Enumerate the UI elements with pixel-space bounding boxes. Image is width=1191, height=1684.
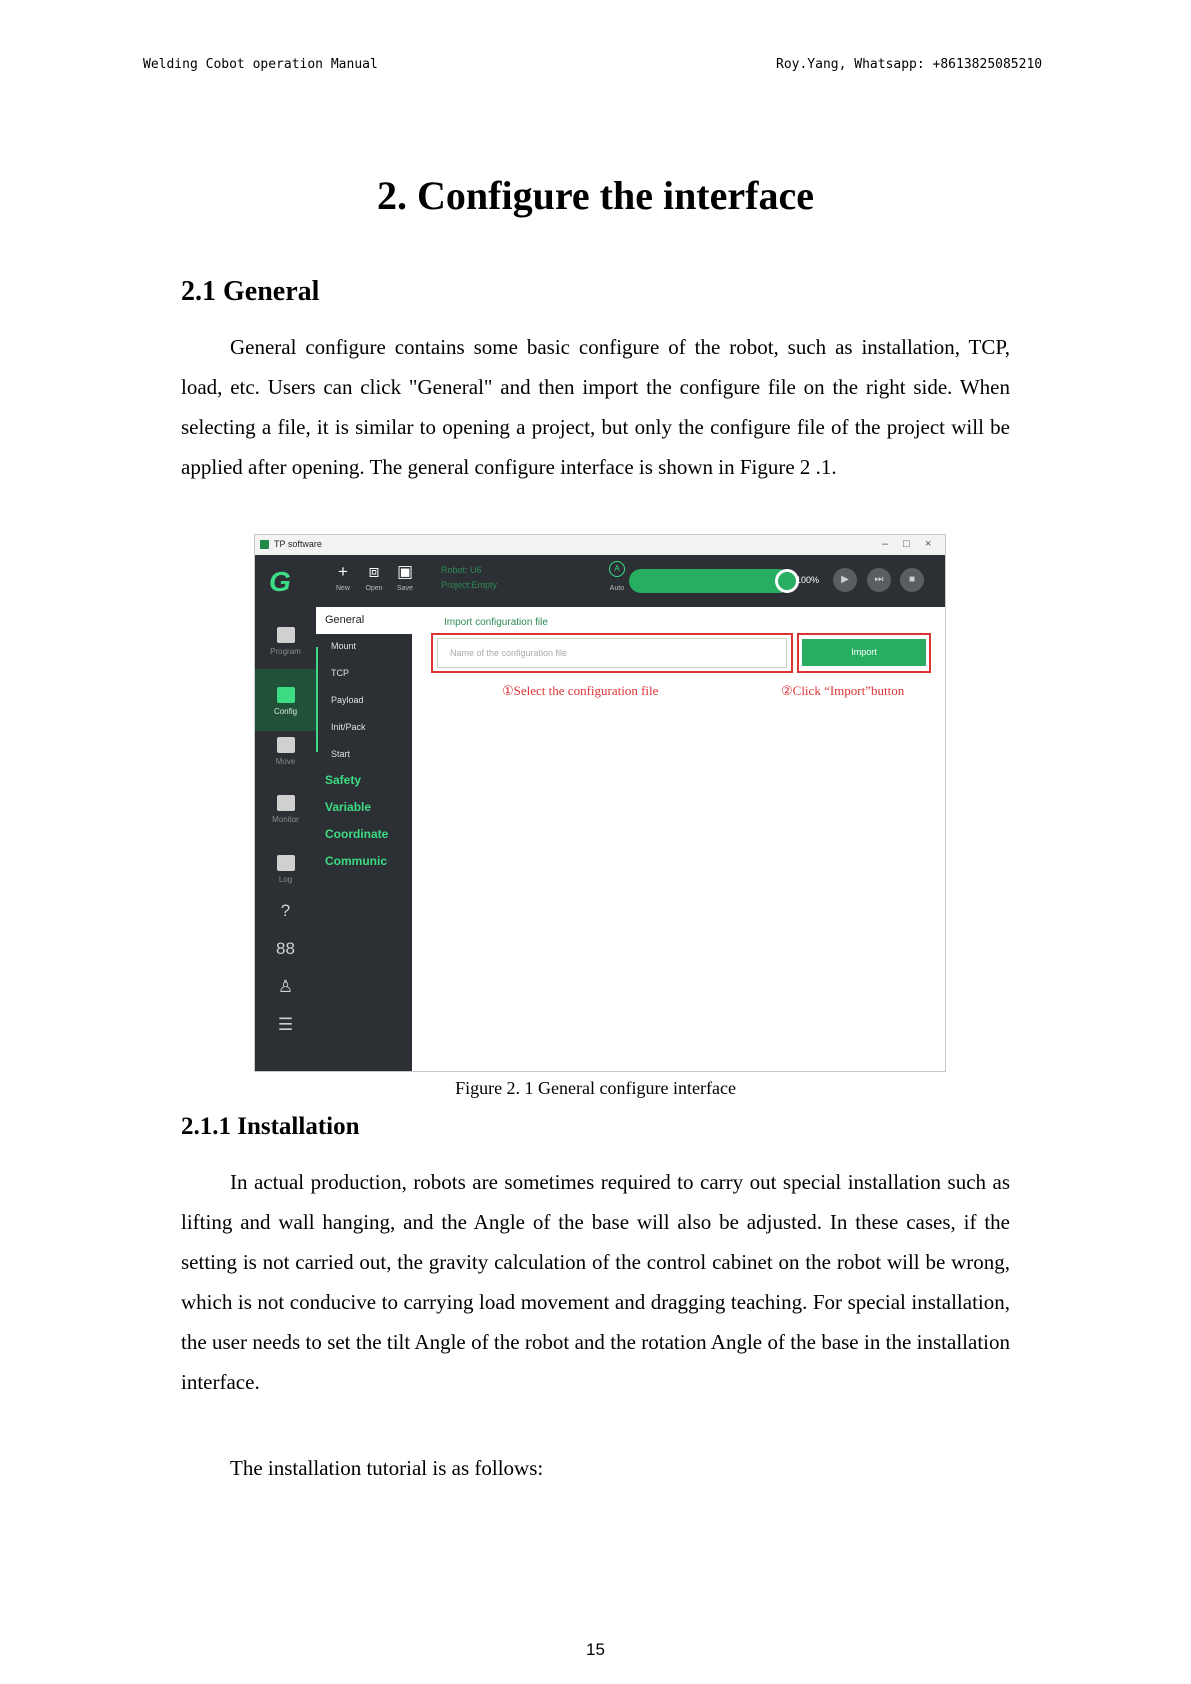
submenu-item-mount[interactable]: Mount	[331, 641, 357, 651]
config-file-input[interactable]: Name of the configuration file	[437, 638, 787, 668]
sidebar-item-label: Program	[270, 647, 301, 656]
program-icon	[277, 627, 295, 643]
auto-icon: A	[609, 561, 625, 577]
log-icon	[277, 855, 295, 871]
brand-logo-icon: G	[269, 566, 291, 597]
auto-mode-button[interactable]	[605, 561, 629, 595]
app-logo-icon	[260, 540, 269, 549]
sidebar-item-move[interactable]	[255, 737, 316, 766]
project-label: Project:Empty	[441, 580, 498, 590]
open-label: Open	[365, 585, 383, 592]
tutorial-intro: The installation tutorial is as follows:	[230, 1456, 544, 1480]
config-submenu	[316, 607, 412, 1071]
sidebar-item-monitor[interactable]	[255, 795, 316, 824]
user-icon[interactable]: ♙	[277, 977, 294, 996]
open-button[interactable]	[359, 559, 389, 592]
submenu-item-init-pack[interactable]: Init/Pack	[331, 722, 366, 732]
window-titlebar	[255, 535, 945, 555]
speed-slider[interactable]	[629, 569, 791, 593]
maximize-icon[interactable]: □	[903, 538, 910, 550]
page-number: 15	[586, 1640, 605, 1659]
sidebar-item-label: Config	[273, 707, 298, 716]
sidebar	[255, 607, 316, 1071]
plus-icon: +	[338, 562, 348, 581]
speed-value: 100%	[796, 575, 820, 585]
submenu-category-communic[interactable]: Communic	[325, 854, 388, 868]
import-config-title: Import configuration file	[444, 617, 548, 628]
subsection-paragraph: In actual production, robots are sometimes required to carry out special installation such as lifting and wall hanging, and the Angle of the base will also be adjusted. In these cases, if the setting is not carried out, the gravity calculation of the control cabinet on the robot will be wrong, which is not conducive to carrying load movement and dragging teaching. For special installation, the user needs to set the tilt Angle of the robot and the rotation Angle of the base in the installation interface.	[181, 1170, 1010, 1394]
menu-icon[interactable]: ☰	[277, 1015, 294, 1034]
section-heading: 2.1 General	[181, 276, 320, 307]
move-icon	[277, 737, 295, 753]
toolbar	[255, 555, 945, 607]
new-label: New	[335, 585, 350, 592]
section-paragraph: General configure contains some basic configure of the robot, such as installation, TCP, load, etc. Users can click "General" and then import the configure file on the right side. When selecting a file, it is similar to opening a project, but only the configure file of the project will be applied after opening. The general configure interface is shown in Figure 2 .1.	[181, 335, 1010, 479]
monitor-icon	[277, 795, 295, 811]
sidebar-item-log[interactable]	[255, 855, 316, 884]
open-icon: ⧈	[368, 562, 380, 581]
import-button[interactable]: Import	[802, 639, 926, 666]
annotation-click-import: ②Click “Import”button	[781, 683, 905, 698]
save-button[interactable]	[390, 559, 420, 592]
sidebar-item-label: Move	[275, 757, 296, 766]
submenu-category-safety[interactable]: Safety	[325, 773, 362, 787]
header-right: Roy.Yang, Whatsapp: +8613825085210	[776, 57, 1043, 72]
submenu-category-coordinate[interactable]: Coordinate	[325, 827, 389, 841]
sidebar-item-config[interactable]	[255, 669, 316, 731]
auto-label: Auto	[609, 585, 625, 592]
new-button[interactable]	[328, 559, 358, 592]
minimize-icon[interactable]: –	[882, 538, 889, 550]
stop-icon[interactable]: ■	[900, 568, 924, 592]
submenu-general[interactable]: General	[316, 607, 412, 634]
save-icon: ▣	[396, 562, 414, 581]
config-icon	[277, 687, 295, 703]
header-left: Welding Cobot operation Manual	[143, 57, 378, 72]
annotation-select-file: ①Select the configuration file	[502, 683, 659, 698]
help-icon[interactable]: ?	[280, 901, 291, 920]
play-icon[interactable]: ▶	[833, 568, 857, 592]
sidebar-item-label: Log	[278, 875, 293, 884]
figure-screenshot	[254, 534, 946, 1072]
submenu-item-payload[interactable]: Payload	[331, 695, 364, 705]
subsection-heading: 2.1.1 Installation	[181, 1113, 360, 1140]
step-icon[interactable]: ⏭	[867, 568, 891, 592]
submenu-item-start[interactable]: Start	[331, 749, 351, 759]
robot-label: Robot: U6	[441, 565, 482, 575]
close-icon[interactable]: ×	[925, 538, 932, 550]
submenu-item-tcp[interactable]: TCP	[331, 668, 349, 678]
chapter-title: 2. Configure the interface	[377, 173, 814, 218]
robot-info	[441, 563, 497, 593]
submenu-category-variable[interactable]: Variable	[325, 800, 372, 814]
sidebar-item-program[interactable]	[255, 615, 316, 667]
figure-caption: Figure 2. 1 General configure interface	[455, 1078, 736, 1098]
save-label: Save	[397, 585, 413, 592]
apps-icon[interactable]: 88	[276, 939, 295, 958]
sidebar-item-label: Monitor	[272, 815, 299, 824]
window-title: TP software	[274, 539, 322, 549]
submenu-accent	[316, 647, 318, 752]
